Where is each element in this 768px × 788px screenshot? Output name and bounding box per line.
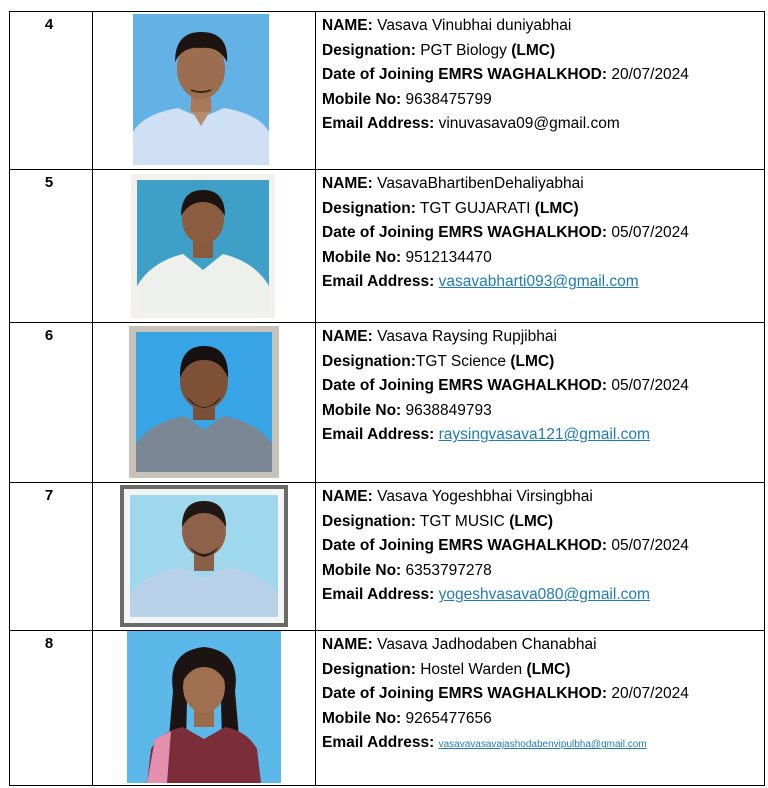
mobile-line: Mobile No: 9265477656 — [322, 709, 492, 727]
row-number: 8 — [44, 635, 54, 652]
info-cell — [316, 170, 765, 323]
row-number: 4 — [44, 16, 54, 33]
row-number: 7 — [44, 487, 54, 504]
designation-line: Designation: PGT Biology (LMC) — [322, 41, 556, 59]
row-number: 6 — [44, 327, 54, 344]
photo-cell — [93, 323, 316, 483]
row-number-cell — [10, 12, 93, 170]
email-line: Email Address: raysingvasava121@gmail.com — [322, 426, 650, 444]
name-line: NAME: Vasava Yogeshbhai Virsingbhai — [322, 488, 593, 505]
info-cell — [316, 12, 765, 170]
info-cell — [316, 483, 765, 631]
table-row — [10, 483, 765, 631]
email-line: Email Address: yogeshvasava080@gmail.com — [322, 586, 650, 604]
doj-line: Date of Joining EMRS WAGHALKHOD: 20/07/2024 — [322, 66, 689, 84]
photo-cell — [93, 170, 316, 323]
name-line: NAME: VasavaBhartibenDehaliyabhai — [322, 175, 584, 192]
staff-photo — [120, 485, 288, 627]
table-row — [10, 12, 765, 170]
email-link[interactable]: vasavavasavajashodabenvipulbha@gmail.com — [438, 739, 647, 751]
row-number-cell — [10, 631, 93, 786]
doj-line: Date of Joining EMRS WAGHALKHOD: 05/07/2024 — [322, 224, 689, 242]
info-cell — [316, 631, 765, 786]
photo-cell — [93, 631, 316, 786]
mobile-line: Mobile No: 9512134470 — [322, 248, 492, 266]
email-link[interactable]: raysingvasava121@gmail.com — [438, 426, 650, 444]
designation-line: Designation: TGT MUSIC (LMC) — [322, 512, 554, 530]
table-row — [10, 631, 765, 786]
table-row — [10, 323, 765, 483]
photo-cell — [93, 12, 316, 170]
doj-line: Date of Joining EMRS WAGHALKHOD: 05/07/2024 — [322, 377, 689, 395]
designation-line: Designation: Hostel Warden (LMC) — [322, 660, 571, 678]
staff-photo — [133, 14, 269, 165]
doj-line: Date of Joining EMRS WAGHALKHOD: 20/07/2024 — [322, 685, 689, 703]
staff-table — [9, 11, 765, 786]
row-number-cell — [10, 323, 93, 483]
photo-cell — [93, 483, 316, 631]
email-line: Email Address: vinuvasava09@gmail.com — [322, 115, 620, 133]
designation-line: Designation: TGT GUJARATI (LMC) — [322, 199, 579, 217]
table-row — [10, 170, 765, 323]
email-line: Email Address: vasavabharti093@gmail.com — [322, 273, 639, 291]
doj-line: Date of Joining EMRS WAGHALKHOD: 05/07/2024 — [322, 537, 689, 555]
staff-photo — [131, 174, 275, 318]
mobile-line: Mobile No: 9638475799 — [322, 90, 492, 108]
email-line: Email Address: vasavavasavajashodabenvipulbha@gmail.com — [322, 734, 647, 752]
email-link[interactable]: vasavabharti093@gmail.com — [438, 273, 639, 291]
name-line: NAME: Vasava Raysing Rupjibhai — [322, 328, 557, 345]
name-line: NAME: Vasava Vinubhai duniyabhai — [322, 17, 572, 34]
email-link[interactable]: yogeshvasava080@gmail.com — [438, 586, 650, 604]
staff-photo — [129, 326, 279, 478]
designation-line: Designation:TGT Science (LMC) — [322, 352, 555, 370]
mobile-line: Mobile No: 9638849793 — [322, 401, 492, 419]
mobile-line: Mobile No: 6353797278 — [322, 561, 492, 579]
staff-photo — [127, 631, 281, 783]
row-number-cell — [10, 170, 93, 323]
row-number: 5 — [44, 174, 54, 191]
info-cell — [316, 323, 765, 483]
name-line: NAME: Vasava Jadhodaben Chanabhai — [322, 636, 597, 653]
row-number-cell — [10, 483, 93, 631]
